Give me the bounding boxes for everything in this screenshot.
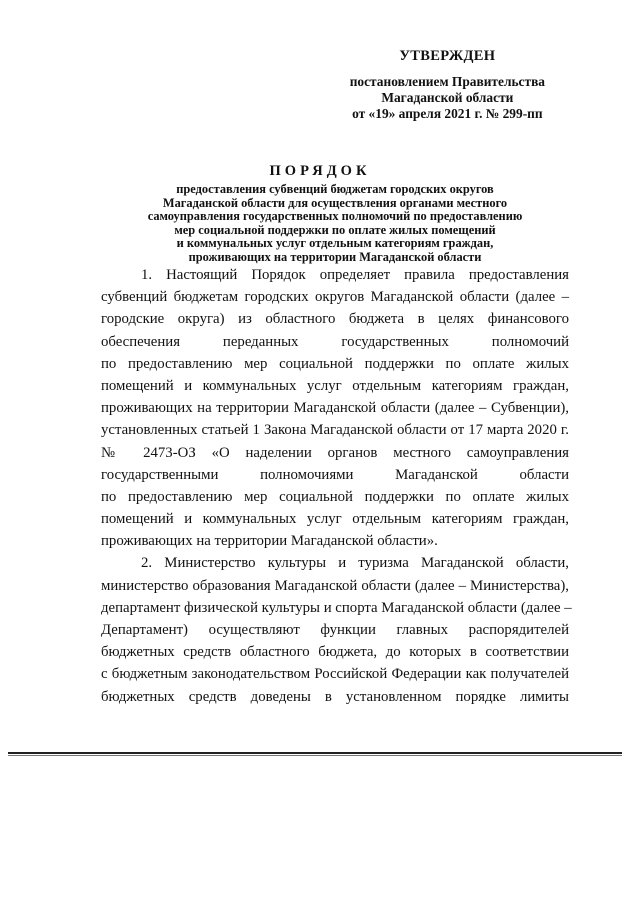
paragraph-1 <box>101 264 569 552</box>
text-line: министерство образования Магаданской области (далее – Министерства), <box>101 577 569 594</box>
text-line: с бюджетным законодательством Российской Федерации как получателей <box>101 666 569 683</box>
text-line: установленных статьей 1 Закона Магаданской области от 17 марта 2020 г. <box>101 422 569 439</box>
text-line: проживающих на территории Магаданской области (далее – Субвенции), <box>101 400 569 417</box>
paragraph-2 <box>101 552 572 707</box>
text-line: бюджетных средств доведены в установленном порядке лимиты <box>101 688 569 705</box>
subtitle-line: предоставления субвенций бюджетам городских округов <box>176 182 494 196</box>
approval-title: УТВЕРЖДЕН <box>399 48 496 64</box>
subtitle-line: самоуправления государственных полномочий по предоставлению <box>147 209 523 224</box>
text-line: по предоставлению мер социальной поддержки по оплате жилых <box>101 355 569 372</box>
approval-line-3: от «19» апреля 2021 г. № 299-пп <box>352 106 543 121</box>
document-title: ПОРЯДОК <box>269 163 371 179</box>
page-bottom-rule <box>8 752 622 754</box>
approval-stamp <box>350 48 545 122</box>
subtitle-line: проживающих на территории Магаданской области <box>188 249 482 264</box>
text-line: 2. Министерство культуры и туризма Магаданской области, <box>141 555 569 572</box>
page-bottom-rule-shadow <box>8 755 622 756</box>
subtitle-line: Магаданской области для осуществления органами местного <box>162 195 508 210</box>
subtitle-line: мер социальной поддержки по оплате жилых помещений <box>174 222 496 237</box>
text-line: департамент физической культуры и спорта Магаданской области (далее – <box>101 599 572 616</box>
text-line: проживающих на территории Магаданской области». <box>101 533 438 550</box>
approval-line-2: Магаданской области <box>381 90 514 105</box>
text-line: 1. Настоящий Порядок определяет правила предоставления <box>141 267 569 283</box>
text-line: субвенций бюджетам городских округов Магаданской области (далее – <box>101 289 569 306</box>
text-line: государственными полномочиями Магаданской области <box>101 466 569 483</box>
document-subtitle <box>100 183 570 265</box>
text-line: городские округа) из областного бюджета в целях финансового <box>101 311 569 328</box>
text-line: обеспечения переданных государственных полномочий <box>101 333 569 350</box>
approval-line-1: постановлением Правительства <box>349 74 545 89</box>
text-line: помещений и коммунальных услуг отдельным категориям граждан, <box>101 377 569 394</box>
text-line: Департамент) осуществляют функции главных распорядителей <box>101 622 569 638</box>
subtitle-line: и коммунальных услуг отдельным категориям граждан, <box>176 236 494 251</box>
text-line: бюджетных средств областного бюджета, до которых в соответствии <box>101 644 569 661</box>
text-line: по предоставлению мер социальной поддержки по оплате жилых <box>101 488 569 505</box>
text-line: № 2473-ОЗ «О наделении органов местного самоуправления <box>101 444 569 461</box>
document-body <box>101 264 572 708</box>
text-line: помещений и коммунальных услуг отдельным категориям граждан, <box>101 511 569 528</box>
